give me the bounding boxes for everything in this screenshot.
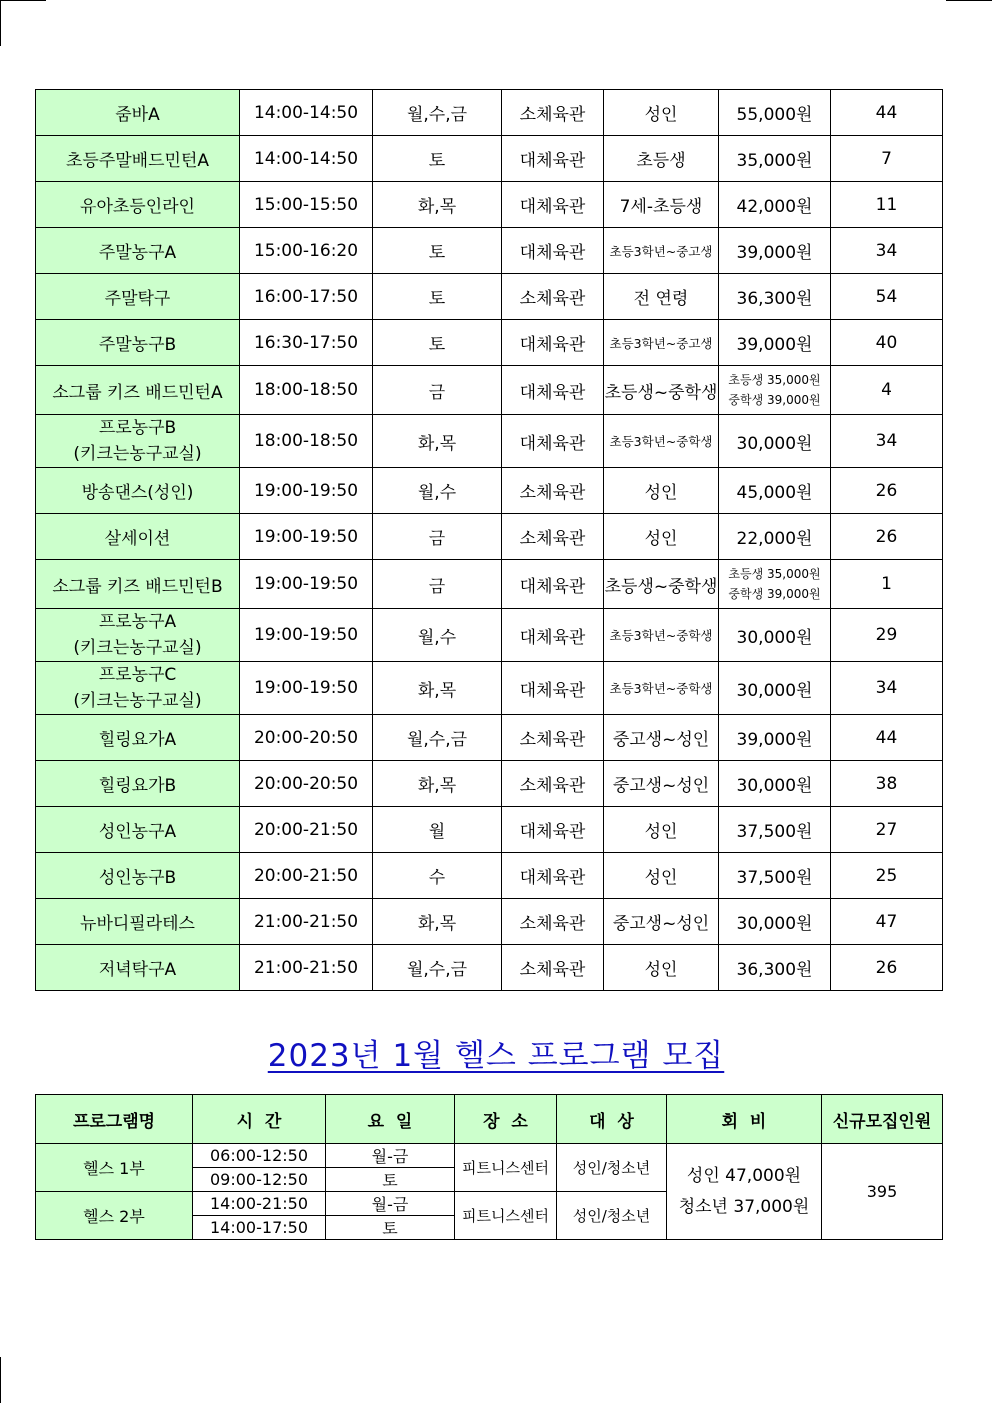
program-time: 20:00-20:50 xyxy=(240,715,373,761)
program-place: 소체육관 xyxy=(502,90,604,136)
corner-mark-bottom-left-v xyxy=(0,1357,1,1403)
program-name xyxy=(36,609,240,662)
program-name-line2: (키크는농구교실) xyxy=(73,444,202,464)
program-fee: 55,000원 xyxy=(719,90,831,136)
health-header-row xyxy=(36,1095,943,1144)
program-days: 월,수,금 xyxy=(373,90,502,136)
program-count: 38 xyxy=(831,761,943,807)
program-time: 19:00-19:50 xyxy=(240,609,373,662)
health-part1-days1: 월-금 xyxy=(326,1144,455,1168)
program-time: 16:00-17:50 xyxy=(240,274,373,320)
health-part2-place: 피트니스센터 xyxy=(455,1192,557,1240)
health-title xyxy=(0,1030,992,1075)
health-table xyxy=(35,1094,943,1240)
corner-mark-top-right-h xyxy=(946,0,992,1)
header-days: 요 일 xyxy=(326,1095,455,1144)
program-time: 15:00-16:20 xyxy=(240,228,373,274)
program-days: 금 xyxy=(373,366,502,415)
program-count: 54 xyxy=(831,274,943,320)
header-fee: 회 비 xyxy=(667,1095,822,1144)
header-count: 신규모집인원 xyxy=(822,1095,943,1144)
program-time: 16:30-17:50 xyxy=(240,320,373,366)
program-target: 전 연령 xyxy=(604,274,719,320)
program-name: 주말농구A xyxy=(36,228,240,274)
program-fee: 30,000원 xyxy=(719,662,831,715)
program-fee: 45,000원 xyxy=(719,468,831,514)
table-row xyxy=(36,274,943,320)
program-name: 초등주말배드민턴A xyxy=(36,136,240,182)
program-place: 대체육관 xyxy=(502,366,604,415)
program-name: 힐링요가B xyxy=(36,761,240,807)
program-name: 주말농구B xyxy=(36,320,240,366)
program-fee: 39,000원 xyxy=(719,715,831,761)
table-row xyxy=(36,662,943,715)
program-name-line2: (키크는농구교실) xyxy=(73,638,202,658)
program-target: 중고생~성인 xyxy=(604,715,719,761)
health-part1-time2: 09:00-12:50 xyxy=(193,1168,326,1192)
program-time: 14:00-14:50 xyxy=(240,136,373,182)
table-row xyxy=(36,468,943,514)
program-fee-line1: 초등생 35,000원 xyxy=(728,567,821,581)
program-time: 14:00-14:50 xyxy=(240,90,373,136)
program-fee: 30,000원 xyxy=(719,609,831,662)
program-days: 월,수,금 xyxy=(373,945,502,991)
program-count: 34 xyxy=(831,662,943,715)
table-row xyxy=(36,514,943,560)
program-target: 초등3학년~중학생 xyxy=(604,609,719,662)
program-time: 21:00-21:50 xyxy=(240,945,373,991)
program-name-line2: (키크는농구교실) xyxy=(73,691,202,711)
program-time: 19:00-19:50 xyxy=(240,560,373,609)
table-row xyxy=(36,136,943,182)
program-place: 소체육관 xyxy=(502,468,604,514)
health-part2-target: 성인/청소년 xyxy=(557,1192,667,1240)
table-row xyxy=(36,899,943,945)
program-target: 성인 xyxy=(604,468,719,514)
program-target: 초등생~중학생 xyxy=(604,560,719,609)
table-row xyxy=(36,807,943,853)
program-fee: 22,000원 xyxy=(719,514,831,560)
program-name: 힐링요가A xyxy=(36,715,240,761)
program-place: 대체육관 xyxy=(502,853,604,899)
program-days: 월,수 xyxy=(373,609,502,662)
program-days: 화,목 xyxy=(373,899,502,945)
program-fee xyxy=(719,560,831,609)
program-fee: 37,500원 xyxy=(719,807,831,853)
program-target: 성인 xyxy=(604,807,719,853)
program-fee: 39,000원 xyxy=(719,228,831,274)
health-part1-target: 성인/청소년 xyxy=(557,1144,667,1192)
program-name: 유아초등인라인 xyxy=(36,182,240,228)
program-time: 19:00-19:50 xyxy=(240,468,373,514)
program-name: 저녁탁구A xyxy=(36,945,240,991)
table-row xyxy=(36,90,943,136)
program-name: 뉴바디필라테스 xyxy=(36,899,240,945)
program-count: 29 xyxy=(831,609,943,662)
program-days: 월,수,금 xyxy=(373,715,502,761)
program-target: 중고생~성인 xyxy=(604,761,719,807)
program-count: 26 xyxy=(831,514,943,560)
program-name: 성인농구A xyxy=(36,807,240,853)
program-place: 대체육관 xyxy=(502,415,604,468)
program-count: 34 xyxy=(831,228,943,274)
program-count: 27 xyxy=(831,807,943,853)
program-place: 대체육관 xyxy=(502,807,604,853)
health-part1-time1: 06:00-12:50 xyxy=(193,1144,326,1168)
program-time: 18:00-18:50 xyxy=(240,366,373,415)
program-days: 금 xyxy=(373,514,502,560)
program-fee: 36,300원 xyxy=(719,945,831,991)
program-target: 성인 xyxy=(604,945,719,991)
program-target: 성인 xyxy=(604,853,719,899)
table-row xyxy=(36,415,943,468)
program-table xyxy=(35,89,943,991)
program-place: 대체육관 xyxy=(502,662,604,715)
table-row xyxy=(36,366,943,415)
program-count: 11 xyxy=(831,182,943,228)
program-name: 주말탁구 xyxy=(36,274,240,320)
program-fee: 30,000원 xyxy=(719,761,831,807)
program-target: 초등3학년~중학생 xyxy=(604,662,719,715)
program-place: 대체육관 xyxy=(502,228,604,274)
program-time: 19:00-19:50 xyxy=(240,662,373,715)
table-row xyxy=(36,761,943,807)
program-count: 34 xyxy=(831,415,943,468)
health-part2-days2: 토 xyxy=(326,1216,455,1240)
program-count: 1 xyxy=(831,560,943,609)
program-count: 40 xyxy=(831,320,943,366)
program-count: 44 xyxy=(831,90,943,136)
health-part1-days2: 토 xyxy=(326,1168,455,1192)
program-target: 중고생~성인 xyxy=(604,899,719,945)
program-time: 15:00-15:50 xyxy=(240,182,373,228)
program-days: 수 xyxy=(373,853,502,899)
program-name-line1: 프로농구B xyxy=(98,418,177,438)
program-fee: 35,000원 xyxy=(719,136,831,182)
program-place: 소체육관 xyxy=(502,761,604,807)
table-row xyxy=(36,182,943,228)
program-name: 방송댄스(성인) xyxy=(36,468,240,514)
health-row xyxy=(36,1144,943,1168)
program-fee: 42,000원 xyxy=(719,182,831,228)
program-name: 소그룹 키즈 배드민턴A xyxy=(36,366,240,415)
program-time: 20:00-20:50 xyxy=(240,761,373,807)
program-target: 초등생~중학생 xyxy=(604,366,719,415)
program-count: 44 xyxy=(831,715,943,761)
program-time: 18:00-18:50 xyxy=(240,415,373,468)
program-fee: 30,000원 xyxy=(719,899,831,945)
program-count: 4 xyxy=(831,366,943,415)
program-name xyxy=(36,662,240,715)
program-time: 20:00-21:50 xyxy=(240,853,373,899)
program-time: 21:00-21:50 xyxy=(240,899,373,945)
program-name: 성인농구B xyxy=(36,853,240,899)
health-fee-youth: 청소년 37,000원 xyxy=(678,1196,810,1217)
program-place: 대체육관 xyxy=(502,560,604,609)
program-time: 19:00-19:50 xyxy=(240,514,373,560)
program-count: 47 xyxy=(831,899,943,945)
health-title-text: 2023년 1월 헬스 프로그램 모집 xyxy=(267,1038,725,1074)
program-fee: 39,000원 xyxy=(719,320,831,366)
program-place: 소체육관 xyxy=(502,899,604,945)
health-count: 395 xyxy=(822,1144,943,1240)
table-row xyxy=(36,560,943,609)
program-place: 소체육관 xyxy=(502,274,604,320)
health-part1-name: 헬스 1부 xyxy=(36,1144,193,1192)
program-fee xyxy=(719,366,831,415)
program-name-line1: 프로농구C xyxy=(98,665,177,685)
program-days: 토 xyxy=(373,320,502,366)
table-row xyxy=(36,228,943,274)
program-name: 소그룹 키즈 배드민턴B xyxy=(36,560,240,609)
program-name: 살세이션 xyxy=(36,514,240,560)
program-place: 대체육관 xyxy=(502,320,604,366)
program-target: 초등3학년~중고생 xyxy=(604,320,719,366)
program-count: 25 xyxy=(831,853,943,899)
program-target: 성인 xyxy=(604,514,719,560)
program-days: 화,목 xyxy=(373,662,502,715)
health-fee-adult: 성인 47,000원 xyxy=(686,1165,802,1186)
program-target: 초등3학년~중학생 xyxy=(604,415,719,468)
health-fee xyxy=(667,1144,822,1240)
program-days: 화,목 xyxy=(373,415,502,468)
program-name-line1: 프로농구A xyxy=(98,612,177,632)
program-fee-line1: 초등생 35,000원 xyxy=(728,373,821,387)
header-program: 프로그램명 xyxy=(36,1095,193,1144)
program-name: 줌바A xyxy=(36,90,240,136)
program-fee-line2: 중학생 39,000원 xyxy=(728,393,821,407)
program-fee: 37,500원 xyxy=(719,853,831,899)
table-row xyxy=(36,609,943,662)
health-part2-time2: 14:00-17:50 xyxy=(193,1216,326,1240)
program-name xyxy=(36,415,240,468)
program-count: 7 xyxy=(831,136,943,182)
program-target: 초등생 xyxy=(604,136,719,182)
health-part2-time1: 14:00-21:50 xyxy=(193,1192,326,1216)
header-time: 시 간 xyxy=(193,1095,326,1144)
health-part1-place: 피트니스센터 xyxy=(455,1144,557,1192)
header-place: 장 소 xyxy=(455,1095,557,1144)
header-target: 대 상 xyxy=(557,1095,667,1144)
program-count: 26 xyxy=(831,468,943,514)
health-part2-name: 헬스 2부 xyxy=(36,1192,193,1240)
program-count: 26 xyxy=(831,945,943,991)
program-place: 소체육관 xyxy=(502,945,604,991)
corner-mark-top-left-v xyxy=(0,0,1,46)
program-time: 20:00-21:50 xyxy=(240,807,373,853)
program-days: 화,목 xyxy=(373,761,502,807)
program-days: 토 xyxy=(373,274,502,320)
program-place: 소체육관 xyxy=(502,715,604,761)
health-part2-days1: 월-금 xyxy=(326,1192,455,1216)
program-days: 월,수 xyxy=(373,468,502,514)
program-target: 7세-초등생 xyxy=(604,182,719,228)
table-row xyxy=(36,715,943,761)
program-days: 토 xyxy=(373,136,502,182)
table-row xyxy=(36,945,943,991)
program-target: 초등3학년~중고생 xyxy=(604,228,719,274)
program-place: 소체육관 xyxy=(502,514,604,560)
program-place: 대체육관 xyxy=(502,609,604,662)
program-days: 월 xyxy=(373,807,502,853)
program-place: 대체육관 xyxy=(502,136,604,182)
program-days: 화,목 xyxy=(373,182,502,228)
program-fee: 36,300원 xyxy=(719,274,831,320)
table-row xyxy=(36,853,943,899)
program-fee-line2: 중학생 39,000원 xyxy=(728,587,821,601)
table-row xyxy=(36,320,943,366)
program-target: 성인 xyxy=(604,90,719,136)
program-days: 토 xyxy=(373,228,502,274)
program-days: 금 xyxy=(373,560,502,609)
program-fee: 30,000원 xyxy=(719,415,831,468)
corner-mark-top-left-h xyxy=(0,0,46,1)
program-place: 대체육관 xyxy=(502,182,604,228)
